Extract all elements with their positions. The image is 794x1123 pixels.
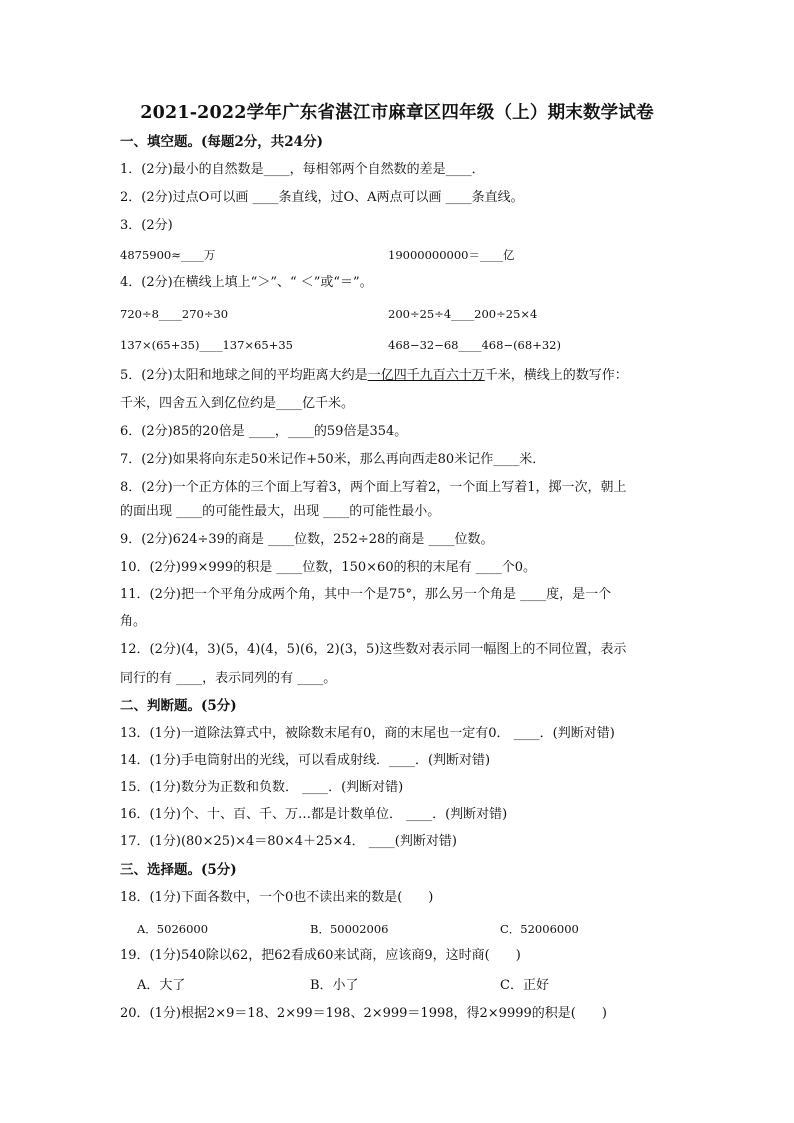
question-4-part-a: 720÷8____270÷30 [120,307,229,321]
question-5-underlined: 一亿四千九百六十万 [367,368,485,383]
question-18: 18．(1分)下面各数中，一个0也不读出来的数是( ) [120,890,434,905]
question-1: 1．(2分)最小的自然数是____，每相邻两个自然数的差是____． [120,162,485,177]
question-4-part-c: 137×(65+35)____137×65+35 [120,338,293,352]
question-4-part-d: 468−32−68____468−(68+32) [388,338,561,352]
question-5-text-pre: 5．(2分)太阳和地球之间的平均距离大约是 [120,368,368,383]
question-3-part-a: 4875900≈____万 [120,248,216,262]
question-11-line-1: 11．(2分)把一个平角分成两个角，其中一个是75°，那么另一个角是 ____度，是一个 [120,587,612,602]
section-true-false: 二、判断题。(5分) [120,698,237,714]
question-19-option-a: A．大了 [137,978,186,993]
section-multiple-choice: 三、选择题。(5分) [120,862,237,878]
question-19-option-c: C．正好 [500,978,549,993]
question-4-part-b: 200÷25÷4____200÷25×4 [388,307,538,321]
question-18-option-c: C．52006000 [500,922,579,936]
question-19: 19．(1分)540除以62，把62看成60来试商，应该商9，这时商( ) [120,948,521,963]
question-9: 9．(2分)624÷39的商是 ____位数，252÷28的商是 ____位数。 [120,532,494,547]
question-12-line-2: 同行的有 ____，表示同列的有 ____。 [120,671,337,686]
question-15: 15．(1分)数分为正数和负数． ____．(判断对错) [120,780,404,795]
question-8-line-2: 的面出现 ____的可能性最大，出现 ____的可能性最小。 [120,504,441,519]
question-3-part-b: 19000000000＝____亿 [388,248,515,262]
question-5-text-post: 千米，横线上的数写作： [484,368,628,383]
question-10: 10．(2分)99×999的积是 ____位数，150×60的积的末尾有 ____个0。 [120,560,536,575]
question-5-line-1 [120,367,628,385]
question-4: 4．(2分)在横线上填上“＞”、“ ＜”或“＝”。 [120,275,373,290]
question-17: 17．(1分)(80×25)×4＝80×4＋25×4． ____(判断对错) [120,834,457,849]
question-12-line-1: 12．(2分)(4，3)(5，4)(4，5)(6，2)(3，5)这些数对表示同一幅图上的不同位置，表示 [120,642,627,657]
question-11-line-2: 角。 [120,614,147,629]
question-2: 2．(2分)过点O可以画 ____条直线，过O、A两点可以画 ____条直线。 [120,190,524,205]
question-16: 16．(1分)个、十、百、千、万…都是计数单位． ____．(判断对错) [120,807,508,822]
section-fill-in: 一、填空题。(每题2分，共24分) [120,134,323,150]
question-18-option-b: B．50002006 [310,922,389,936]
question-7: 7．(2分)如果将向东走50米记作+50米，那么再向西走80米记作____米． [120,452,546,467]
question-18-option-a: A．5026000 [137,922,209,936]
question-3: 3．(2分) [120,218,173,233]
question-19-option-b: B．小了 [310,978,359,993]
question-8-line-1: 8．(2分)一个正方体的三个面上写着3，两个面上写着2，一个面上写着1，掷一次，朝上 [120,480,627,495]
question-20: 20．(1分)根据2×9＝18、2×99＝198、2×999＝1998，得2×9999的积是( ) [120,1006,607,1021]
question-13: 13．(1分)一道除法算式中，被除数末尾有0，商的末尾也一定有0． ____．(判断对错) [120,726,615,741]
page-title: 2021-2022学年广东省湛江市麻章区四年级（上）期末数学试卷 [140,103,654,123]
question-6: 6．(2分)85的20倍是 ____，____的59倍是354。 [120,424,408,439]
question-14: 14．(1分)手电筒射出的光线，可以看成射线．____．(判断对错) [120,753,491,768]
question-5-line-2: 千米，四舍五入到亿位约是____亿千米。 [120,396,355,411]
